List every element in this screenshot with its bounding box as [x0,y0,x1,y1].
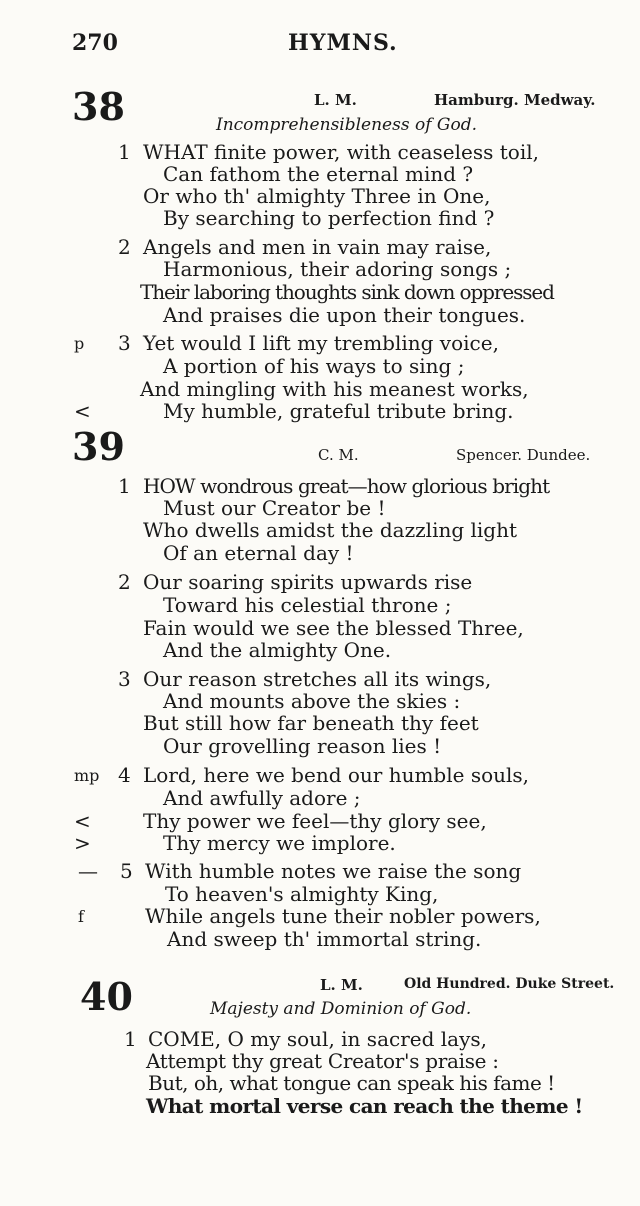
stanza-number: 1 [124,1027,137,1051]
verse-line: Our reason stretches all its wings, [143,667,492,691]
verse-line: Toward his celestial throne ; [163,593,452,617]
verse-line: Thy power we feel—thy glory see, [143,809,487,833]
dynamic-mark: > [74,831,91,855]
verse-line: And mounts above the skies : [163,689,461,713]
dynamic-mark: < [74,399,91,423]
hymn-number: 38 [72,84,125,129]
stanza-number: 1 [118,140,131,164]
verse-line: With humble notes we raise the song [145,859,522,883]
verse-line: And mingling with his meanest works, [140,377,529,401]
verse-line: Fain would we see the blessed Three, [143,616,524,640]
dynamic-mark: < [74,809,91,833]
stanza-number: 3 [118,331,131,355]
verse-line: And awfully adore ; [163,786,361,810]
verse-line: While angels tune their nobler powers, [145,904,541,928]
hymn-meter: L. M. [314,91,357,109]
verse-line: WHAT finite power, with ceaseless toil, [143,140,539,164]
stanza-number: 1 [118,474,131,498]
verse-line: Must our Creator be ! [163,496,386,520]
verse-line: Thy mercy we implore. [163,831,396,855]
verse-line: But, oh, what tongue can speak his fame ! [148,1071,555,1095]
verse-line: Or who th' almighty Three in One, [143,184,491,208]
verse-line: Our soaring spirits upwards rise [143,570,473,594]
verse-line: To heaven's almighty King, [165,882,439,906]
dynamic-mark: p [74,334,85,353]
stanza-number: 4 [118,763,131,787]
verse-line: And sweep th' immortal string. [167,927,482,951]
verse-line: My humble, grateful tribute bring. [163,399,514,423]
verse-line: Angels and men in vain may raise, [143,235,492,259]
hymn-tunes: Spencer. Dundee. [456,446,591,464]
running-head: HYMNS. [288,30,398,56]
verse-line: Who dwells amidst the dazzling light [143,518,518,542]
stanza-number: 3 [118,667,131,691]
stanza-number: 2 [118,570,131,594]
verse-line: Lord, here we bend our humble souls, [143,763,530,787]
verse-line: Of an eternal day ! [163,541,354,565]
hymn-tunes: Hamburg. Medway. [434,91,596,109]
verse-line: Harmonious, their adoring songs ; [163,257,512,281]
dynamic-mark: mp [74,766,100,785]
verse-line: And praises die upon their tongues. [163,303,526,327]
hymn-tunes: Old Hundred. Duke Street. [404,976,615,992]
verse-line: By searching to perfection find ? [163,206,495,230]
hymn-number: 40 [80,974,133,1019]
verse-line: COME, O my soul, in sacred lays, [148,1027,487,1051]
verse-line: But still how far beneath thy feet [143,711,479,735]
hymn-number: 39 [72,424,125,469]
verse-line: Can fathom the eternal mind ? [163,162,474,186]
verse-line: Their laboring thoughts sink down oppressed [140,280,554,304]
verse-line: Attempt thy great Creator's praise : [146,1049,499,1073]
dynamic-mark: f [78,907,84,926]
verse-line: Our grovelling reason lies ! [163,734,442,758]
hymn-meter: C. M. [318,446,359,464]
stanza-number: 2 [118,235,131,259]
hymn-meter: L. M. [320,976,363,994]
verse-line: HOW wondrous great—how glorious bright [143,474,550,498]
verse-line: A portion of his ways to sing ; [163,354,465,378]
dynamic-mark: — [78,859,98,883]
hymn-title: Incomprehensibleness of God. [216,115,478,135]
stanza-number: 5 [120,859,133,883]
verse-line: And the almighty One. [163,638,392,662]
hymn-title: Majesty and Dominion of God. [210,999,472,1019]
verse-line: What mortal verse can reach the theme ! [146,1094,583,1118]
verse-line: Yet would I lift my trembling voice, [143,331,499,355]
page-number: 270 [72,30,118,56]
